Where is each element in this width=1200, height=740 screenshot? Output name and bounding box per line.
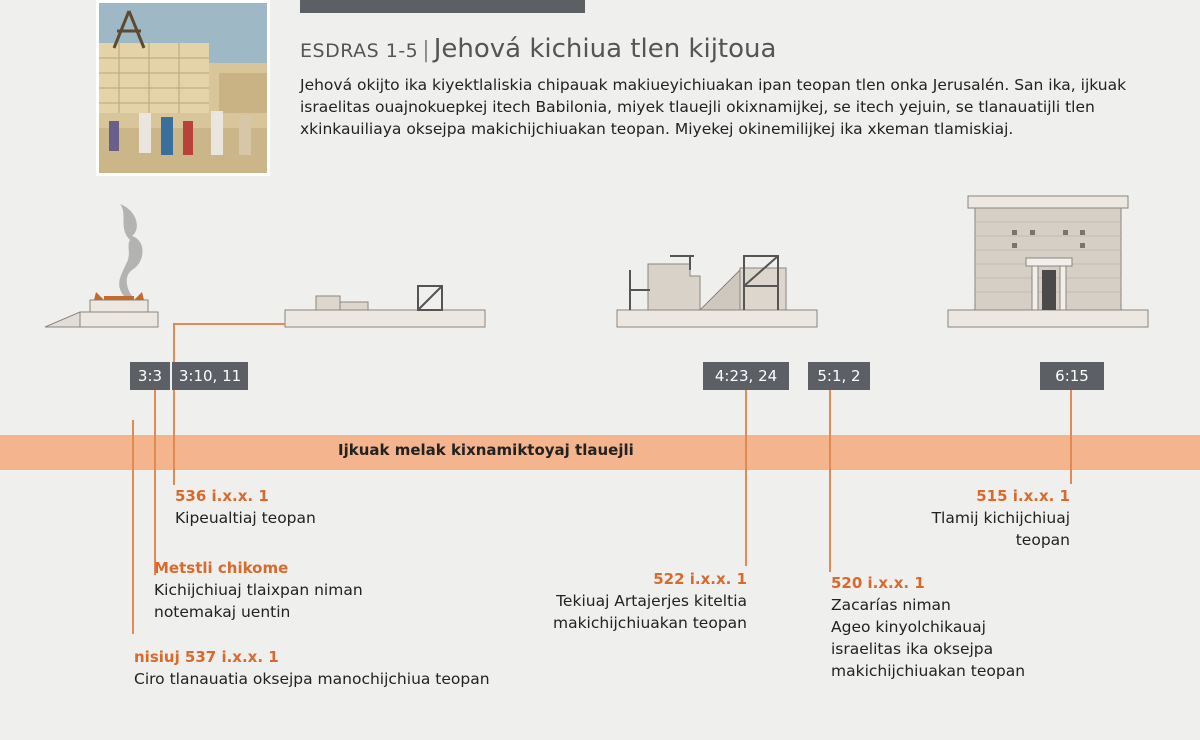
event-date: Metstli chikome — [154, 559, 289, 577]
reference-chip-3-10-11: 3:10, 11 — [172, 362, 248, 390]
event-seventh-month — [154, 557, 363, 623]
event-text: Zacarías niman — [831, 596, 951, 614]
connector-6-15 — [1070, 390, 1072, 484]
connector-4-23 — [745, 390, 747, 566]
event-date: 515 i.x.x. 1 — [976, 487, 1070, 505]
foundation-illustration — [285, 286, 485, 327]
reference-chip-6-15: 6:15 — [1040, 362, 1104, 390]
event-text: Ciro tlanauatia oksejpa manochijchiua teopan — [134, 670, 490, 688]
event-date: 536 i.x.x. 1 — [175, 487, 269, 505]
event-522 — [500, 568, 747, 634]
event-536 — [175, 485, 316, 529]
event-text: Tlamij kichijchiuaj — [931, 509, 1070, 527]
reference-chip-3-3: 3:3 — [130, 362, 170, 390]
connector-3-10 — [173, 323, 175, 485]
event-text: Kipeualtiaj teopan — [175, 509, 316, 527]
altar-illustration — [45, 204, 158, 327]
event-520 — [831, 572, 1025, 682]
event-text: Kichijchiuaj tlaixpan niman — [154, 581, 363, 599]
event-text: Tekiuaj Artajerjes kiteltia — [556, 592, 747, 610]
completed-temple-illustration — [948, 196, 1148, 327]
event-text: israelitas ika oksejpa — [831, 640, 994, 658]
connector-3-10-horizontal — [173, 323, 285, 325]
opposition-period-label: Ijkuak melak kixnamiktoyaj tlauejli — [338, 441, 634, 459]
reference-chip-4-23-24: 4:23, 24 — [703, 362, 789, 390]
partial-temple-illustration — [617, 256, 817, 327]
event-text: makichijchiuakan teopan — [552, 614, 747, 632]
event-537 — [134, 646, 490, 690]
event-date: 522 i.x.x. 1 — [653, 570, 747, 588]
connector-3-3 — [154, 390, 156, 575]
event-date: nisiuj 537 i.x.x. 1 — [134, 648, 279, 666]
connector-5-1 — [829, 390, 831, 572]
event-text: Ageo kinyolchikauaj — [831, 618, 986, 636]
heading-separator: | — [422, 38, 430, 63]
event-date: 520 i.x.x. 1 — [831, 574, 925, 592]
connector-537 — [132, 420, 134, 634]
event-515 — [870, 485, 1070, 551]
event-text: makichijchiuakan teopan — [831, 662, 1026, 680]
page-title: Jehová kichiua tlen kijtoua — [433, 34, 777, 64]
reference-chip-5-1-2: 5:1, 2 — [808, 362, 870, 390]
intro-paragraph: Jehová okijto ika kiyektlaliskia chipauak makiueyichiuakan ipan teopan tlen onka Jerusalén. San ika, ijkuak israelitas ouajnokuepkej itech Babilonia, miyek tlauejli okixnamijkej, se itech yejuin, se tlanauatijli tlen xkinkauiliaya oksejpa makichijchiuakan teopan. Miyekej okinemilijkej ika xkeman tlamiskiaj. — [300, 76, 1127, 138]
scripture-reference: ESDRAS 1-5 — [300, 40, 419, 62]
event-text: teopan — [1015, 531, 1070, 549]
event-text: notemakaj uentin — [154, 603, 291, 621]
